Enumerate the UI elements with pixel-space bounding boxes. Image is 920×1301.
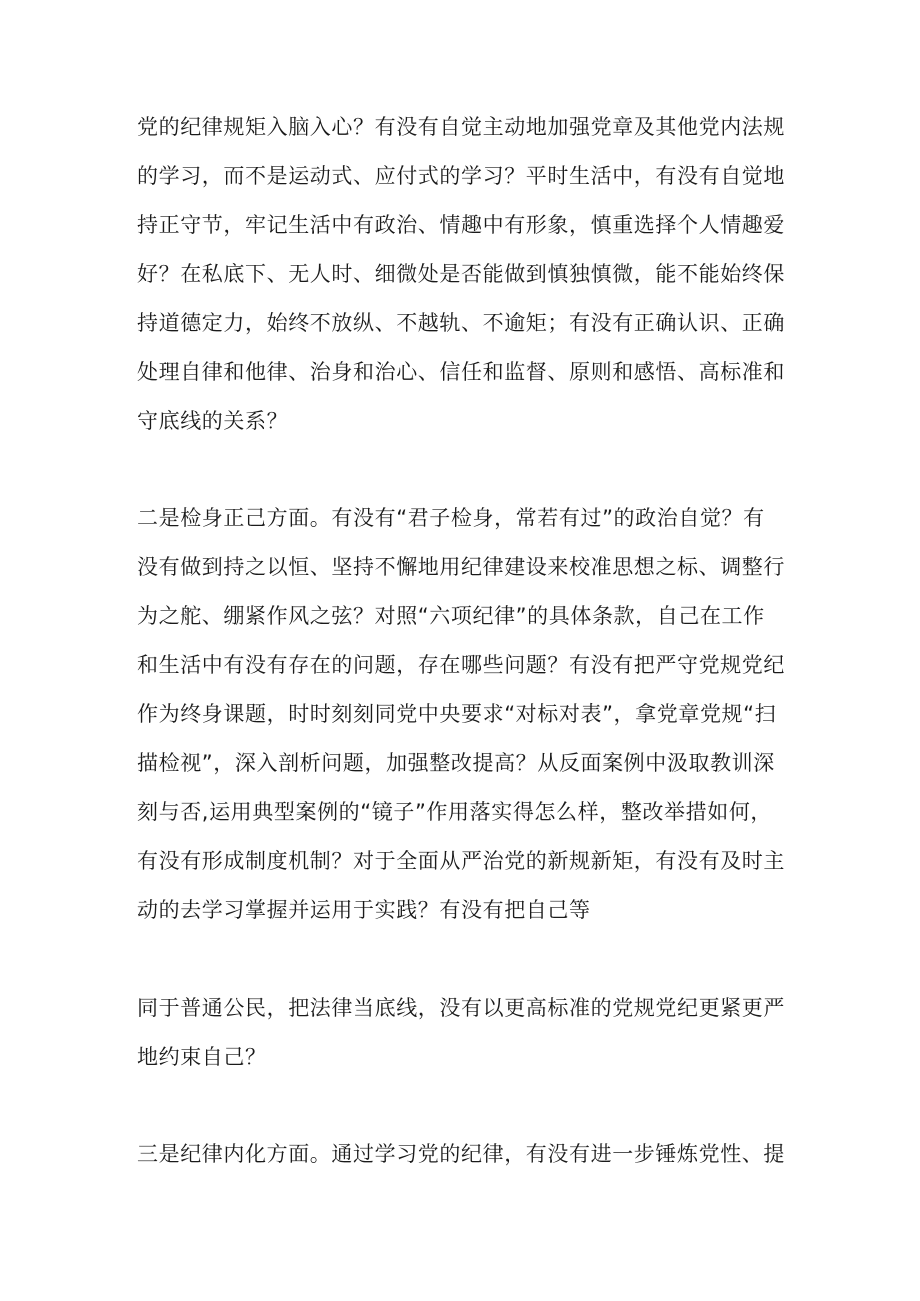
paragraph-1-line-2: 的学习，而不是运动式、应付式的学习？平时生活中，有没有自觉地	[137, 164, 785, 188]
paragraph-4-line-1: 三是纪律内化方面。通过学习党的纪律，有没有进一步锤炼党性、提	[137, 1142, 785, 1166]
paragraph-1-line-6: 处理自律和他律、治身和治心、信任和监督、原则和感悟、高标准和	[137, 360, 785, 384]
paragraph-2-line-9: 动的去学习掌握并运用于实践？有没有把自己等	[137, 898, 591, 922]
paragraph-2-line-6: 描检视”，深入剖析问题，加强整改提高？从反面案例中汲取教训深	[137, 751, 775, 775]
paragraph-2-line-8: 有没有形成制度机制？对于全面从严治党的新规新矩，有没有及时主	[137, 849, 785, 873]
paragraph-3-line-2: 地约束自己？	[137, 1045, 267, 1069]
paragraph-2-line-4: 和生活中有没有存在的问题，存在哪些问题？有没有把严守党规党纪	[137, 653, 785, 677]
paragraph-1-line-7: 守底线的关系？	[137, 409, 289, 433]
paragraph-2-line-3: 为之舵、绷紧作风之弦？对照“六项纪律”的具体条款，自己在工作	[137, 604, 765, 628]
paragraph-1-line-5: 持道德定力，始终不放纵、不越轨、不逾矩；有没有正确认识、正确	[137, 311, 785, 335]
paragraph-2-line-1: 二是检身正己方面。有没有“君子检身，常若有过”的政治自觉？有	[137, 506, 765, 530]
paragraph-1-line-3: 持正守节，牢记生活中有政治、情趣中有形象，慎重选择个人情趣爱	[137, 213, 785, 237]
paragraph-3-line-1: 同于普通公民，把法律当底线，没有以更高标准的党规党纪更紧更严	[137, 996, 785, 1020]
paragraph-2-line-7: 刻与否,运用典型案例的“镜子”作用落实得怎么样，整改举措如何，	[137, 800, 773, 824]
paragraph-1-line-4: 好？在私底下、无人时、细微处是否能做到慎独慎微，能不能始终保	[137, 262, 785, 286]
paragraph-2-line-2: 没有做到持之以恒、坚持不懈地用纪律建设来校准思想之标、调整行	[137, 555, 785, 579]
paragraph-2-line-5: 作为终身课题，时时刻刻同党中央要求“对标对表”，拿党章党规“扫	[137, 702, 777, 726]
paragraph-1-line-1: 党的纪律规矩入脑入心？有没有自觉主动地加强党章及其他党内法规	[137, 115, 785, 139]
